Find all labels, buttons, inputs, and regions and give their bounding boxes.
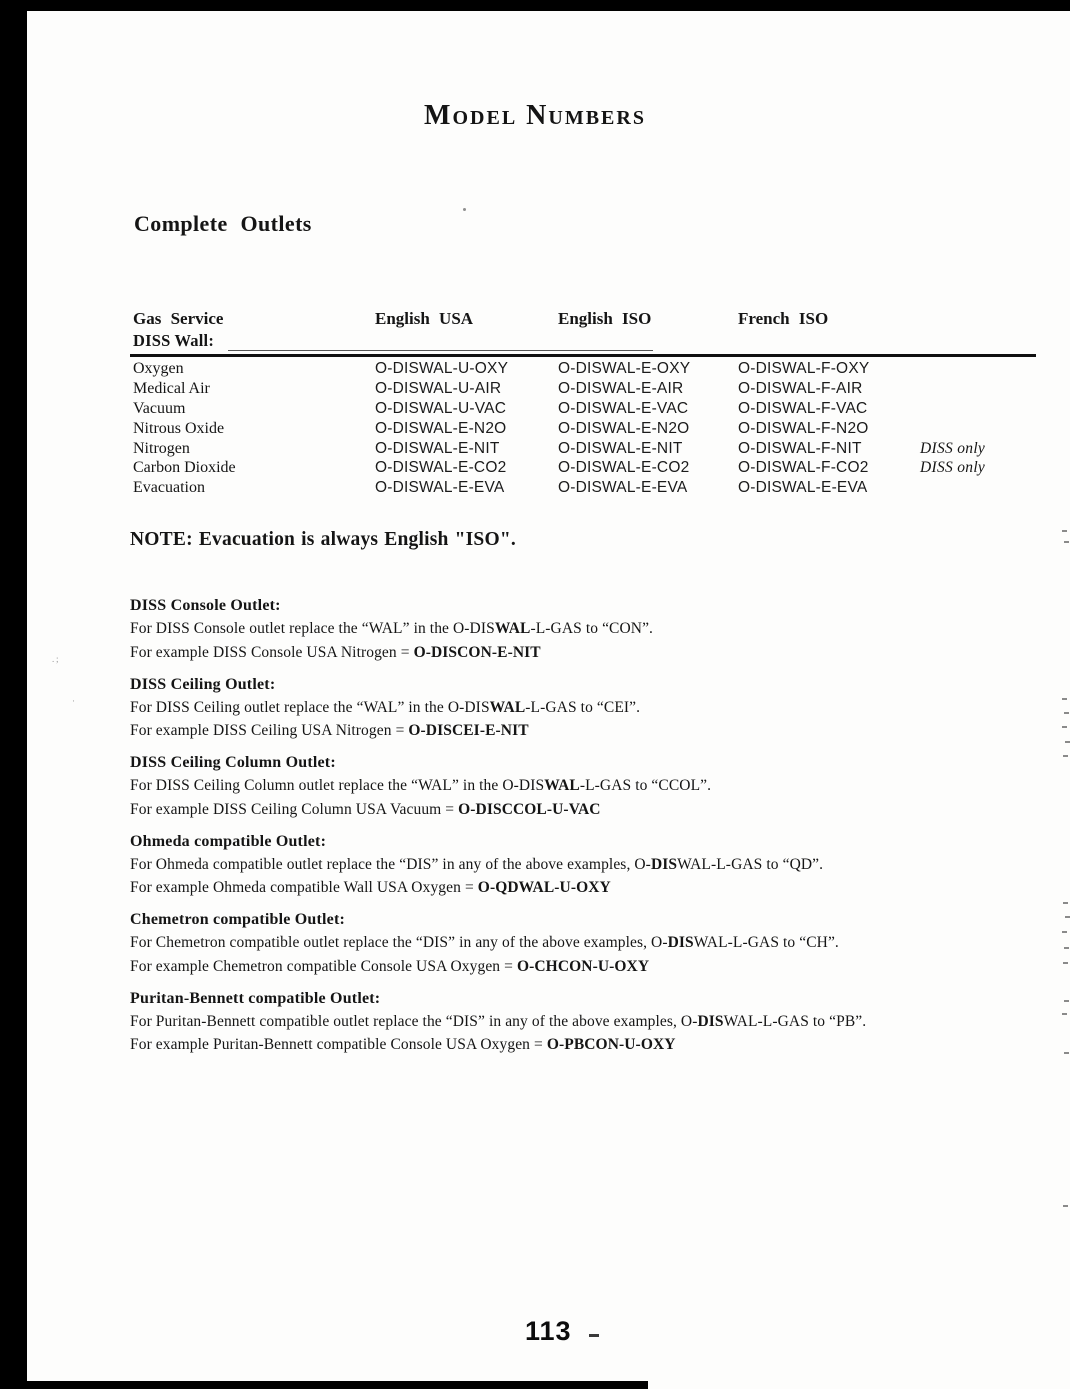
english-iso-cell: O-DISWAL-E-N2O: [558, 419, 690, 437]
scan-dot: [463, 208, 466, 211]
gas-service-cell: Nitrogen: [133, 439, 190, 457]
scan-smudge: . ;: [52, 654, 59, 664]
gas-service-cell: Vacuum: [133, 399, 186, 417]
french-iso-cell: O-DISWAL-F-OXY: [738, 360, 870, 377]
outlet-section-rule-line: For DISS Ceiling outlet replace the “WAL” in the O-DISWAL-L-GAS to “CEI”.: [130, 698, 641, 716]
scan-noise: [1063, 962, 1068, 964]
outlet-section-heading: DISS Console Outlet:: [130, 597, 281, 614]
table-row: [133, 458, 1038, 478]
group-label-diss-wall: DISS Wall:: [133, 331, 215, 350]
scan-noise: [1062, 931, 1067, 933]
table-rule-artifact: [228, 350, 653, 351]
column-header-french-iso: French ISO: [738, 309, 829, 328]
english-usa-cell: O-DISWAL-U-AIR: [375, 379, 502, 397]
scan-noise: [1064, 1052, 1069, 1054]
column-header-empty: [920, 309, 1038, 350]
outlet-section: [130, 674, 1040, 743]
scan-border-bottom: [0, 1381, 648, 1389]
example-model-number: O-DISCCOL-U-VAC: [458, 800, 601, 818]
scan-border-top: [0, 0, 1070, 11]
outlet-sections: [130, 595, 1040, 1066]
english-usa-cell: O-DISWAL-U-OXY: [375, 360, 509, 377]
gas-service-cell: Nitrous Oxide: [133, 419, 225, 437]
table-row: [133, 399, 1038, 419]
outlet-section-rule-line: For DISS Console outlet replace the “WAL” in the O-DISWAL-L-GAS to “CON”.: [130, 620, 654, 637]
outlet-section: [130, 831, 1040, 900]
outlet-section-heading: Ohmeda compatible Outlet:: [130, 832, 327, 850]
french-iso-cell: O-DISWAL-E-EVA: [738, 479, 868, 497]
outlet-section-heading: DISS Ceiling Outlet:: [130, 675, 276, 693]
table-header-row: [133, 309, 1038, 350]
page-title: Model Numbers: [424, 100, 646, 131]
outlet-section-example-line: For example DISS Console USA Nitrogen = O-DISCON-E-NIT: [130, 643, 541, 661]
scan-noise: [1063, 755, 1068, 757]
outlet-section: [130, 595, 1040, 664]
outlet-section-heading: Puritan-Bennett compatible Outlet:: [130, 989, 381, 1007]
gas-outlet-table: [133, 309, 1038, 504]
french-iso-cell: O-DISWAL-F-CO2: [738, 459, 869, 477]
scan-noise: [1063, 902, 1068, 904]
diss-only-note: [920, 399, 1038, 419]
example-model-number: O-DISCON-E-NIT: [413, 643, 541, 661]
scan-noise: [1065, 916, 1070, 918]
scan-noise: [1064, 947, 1069, 949]
table-rule: [130, 354, 1036, 357]
diss-only-note: DISS only: [920, 459, 986, 477]
example-model-number: O-PBCON-U-OXY: [546, 1036, 676, 1053]
english-iso-cell: O-DISWAL-E-NIT: [558, 439, 683, 457]
english-iso-cell: O-DISWAL-E-VAC: [558, 399, 689, 417]
french-iso-cell: O-DISWAL-F-VAC: [738, 399, 868, 417]
french-iso-cell: O-DISWAL-F-N2O: [738, 419, 869, 437]
outlet-section-rule-line: For Chemetron compatible outlet replace the “DIS” in any of the above examples, O-DISWAL-L-GAS to “CH”.: [130, 934, 839, 951]
outlet-section-rule-line: For Ohmeda compatible outlet replace the “DIS” in any of the above examples, O-DISWAL-L-GAS to “QD”.: [130, 855, 824, 873]
outlet-section: [130, 752, 1040, 821]
gas-service-cell: Evacuation: [133, 479, 205, 497]
french-iso-cell: O-DISWAL-F-AIR: [738, 379, 863, 397]
english-usa-cell: O-DISWAL-E-N2O: [375, 419, 507, 437]
gas-service-cell: Carbon Dioxide: [133, 459, 236, 477]
scan-noise: [1065, 741, 1070, 743]
english-iso-cell: O-DISWAL-E-AIR: [558, 379, 684, 397]
outlet-section: [130, 909, 1040, 978]
scan-noise: [1062, 530, 1067, 532]
table-row: [133, 419, 1038, 439]
english-iso-cell: O-DISWAL-E-OXY: [558, 360, 691, 377]
outlet-section-example-line: For example DISS Ceiling Column USA Vacuum = O-DISCCOL-U-VAC: [130, 800, 601, 818]
table-body: [133, 359, 1038, 498]
table-row: [133, 439, 1038, 459]
outlet-section-heading: Chemetron compatible Outlet:: [130, 911, 346, 928]
english-iso-cell: O-DISWAL-E-EVA: [558, 479, 688, 497]
gas-service-cell: Medical Air: [133, 379, 210, 397]
outlet-section-example-line: For example DISS Ceiling USA Nitrogen = O-DISCEI-E-NIT: [130, 722, 529, 739]
table-row: [133, 359, 1038, 379]
outlet-section-rule-line: For Puritan-Bennett compatible outlet replace the “DIS” in any of the above examples, O-DISWAL-L-GAS to “PB”.: [130, 1012, 867, 1030]
diss-only-note: [920, 379, 1038, 399]
diss-only-note: [920, 359, 1038, 379]
english-iso-cell: O-DISWAL-E-CO2: [558, 459, 690, 477]
scan-noise: [1064, 712, 1069, 714]
outlet-section-heading: DISS Ceiling Column Outlet:: [130, 754, 336, 771]
outlet-section-example-line: For example Ohmeda compatible Wall USA Oxygen = O-QDWAL-U-OXY: [130, 879, 611, 896]
diss-only-note: [920, 478, 1038, 498]
outlet-section-example-line: For example Chemetron compatible Console USA Oxygen = O-CHCON-U-OXY: [130, 957, 650, 975]
table-row: [133, 478, 1038, 498]
outlet-section-example-line: For example Puritan-Bennett compatible Console USA Oxygen = O-PBCON-U-OXY: [130, 1036, 676, 1053]
complete-outlets-heading: Complete Outlets: [134, 211, 312, 236]
column-header-gas-service: Gas Service DISS Wall:: [133, 309, 375, 350]
english-usa-cell: O-DISWAL-E-EVA: [375, 479, 505, 497]
diss-only-note: DISS only: [920, 439, 986, 457]
example-model-number: O-DISCEI-E-NIT: [408, 722, 529, 739]
french-iso-cell: O-DISWAL-F-NIT: [738, 439, 862, 457]
diss-only-note: [920, 419, 1038, 439]
outlet-section: [130, 988, 1040, 1057]
column-header-english-iso: English ISO: [558, 309, 652, 328]
column-header-english-usa: English USA: [375, 309, 474, 328]
page-number: 113: [525, 1316, 572, 1346]
note-evacuation: NOTE: Evacuation is always English "ISO".: [130, 529, 516, 550]
english-usa-cell: O-DISWAL-E-NIT: [375, 439, 500, 457]
scan-noise: [1063, 1205, 1068, 1207]
english-usa-cell: O-DISWAL-E-CO2: [375, 459, 507, 477]
scan-smudge: ·: [72, 696, 75, 706]
scan-noise: [1062, 698, 1067, 700]
table-row: [133, 379, 1038, 399]
scan-border-left: [0, 0, 27, 1389]
english-usa-cell: O-DISWAL-U-VAC: [375, 399, 507, 417]
scan-noise: [1062, 1013, 1067, 1015]
gas-service-cell: Oxygen: [133, 360, 184, 377]
scan-noise: [1064, 1000, 1069, 1002]
example-model-number: O-QDWAL-U-OXY: [477, 879, 611, 896]
scan-noise: [1062, 726, 1067, 728]
page-number-dash: [589, 1334, 599, 1337]
scan-noise: [1064, 541, 1069, 543]
example-model-number: O-CHCON-U-OXY: [516, 957, 650, 975]
outlet-section-rule-line: For DISS Ceiling Column outlet replace the “WAL” in the O-DISWAL-L-GAS to “CCOL”.: [130, 777, 712, 794]
